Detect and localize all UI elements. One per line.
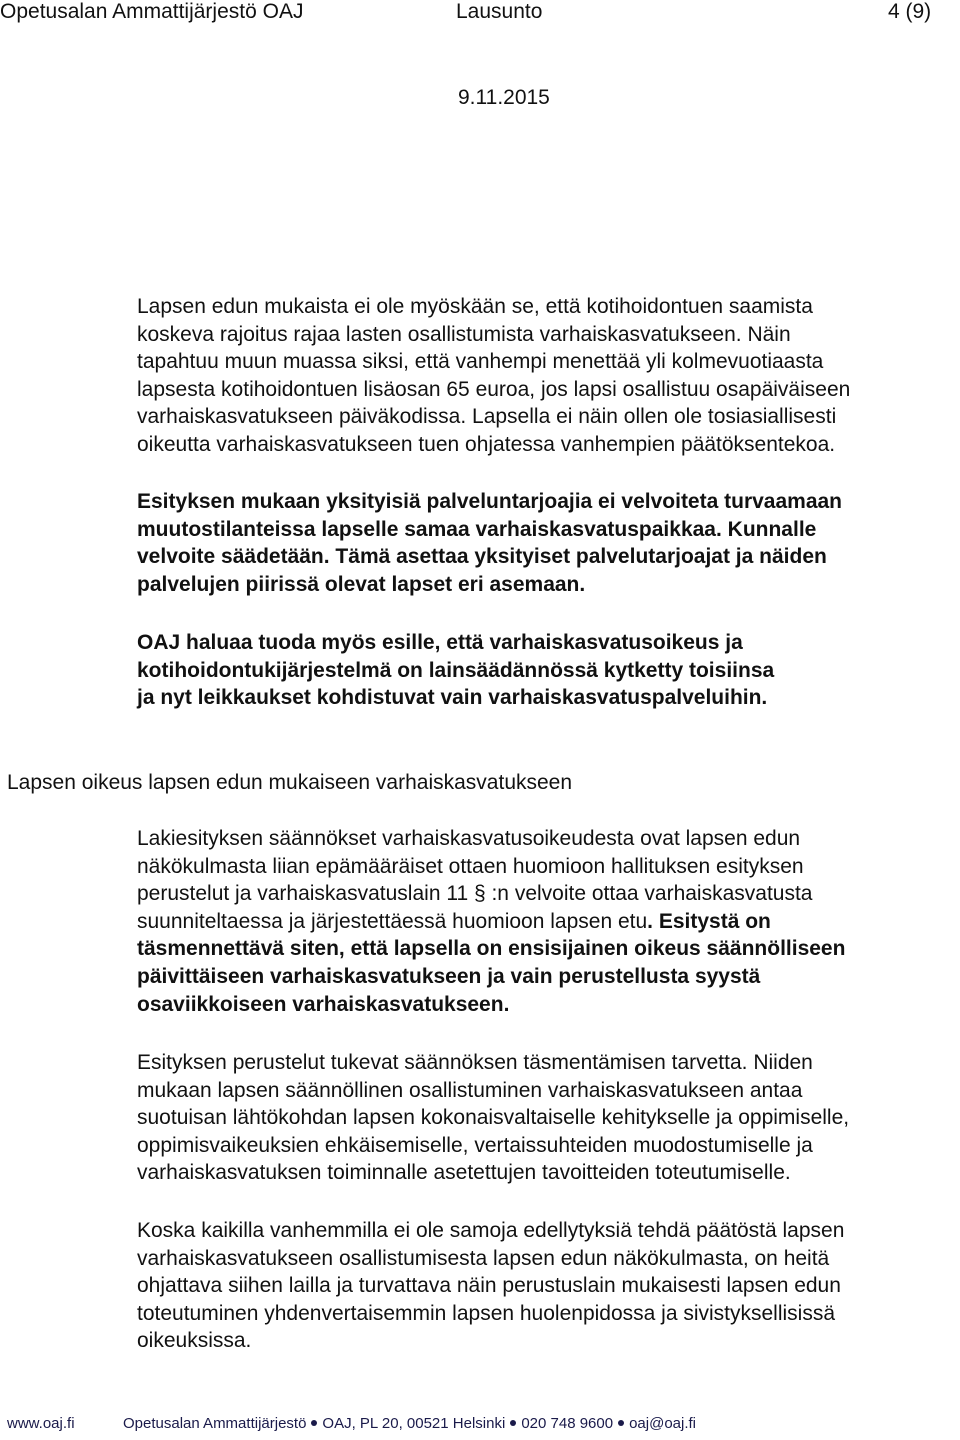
text-line (137, 963, 957, 991)
text-segment: kotihoidontukijärjestelmä on lainsäädännössä kytketty toisiinsa (137, 658, 775, 682)
text-segment: varhaiskasvatukseen osallistumisesta lapsen edun näkökulmasta, on heitä (137, 1246, 830, 1270)
text-segment: suunniteltaessa ja järjestettäessä huomioon lapsen etu (137, 909, 648, 933)
paragraph-lakiesitys (137, 825, 957, 1018)
text-line (137, 376, 957, 404)
text-segment: mukaan lapsen säännöllinen osallistuminen varhaiskasvatukseen antaa (137, 1078, 803, 1102)
text-segment: ohjattava siihen lailla ja turvattava näin perustuslain mukaisesti lapsen edun (137, 1274, 841, 1298)
text-line (137, 403, 957, 431)
page-footer (7, 1415, 696, 1433)
header-document-type: Lausunto (456, 0, 543, 23)
text-segment: Esityksen mukaan yksityisiä palveluntarjoajia ei velvoiteta turvaamaan (137, 490, 843, 513)
text-segment: palvelujen piirissä olevat lapset eri asemaan. (137, 572, 586, 596)
text-line (137, 853, 957, 881)
footer-address: OAJ, PL 20, 00521 Helsinki (322, 1415, 506, 1432)
text-line (137, 1159, 957, 1187)
text-segment: Koska kaikilla vanhemmilla ei ole samoja edellytyksiä tehdä päätöstä lapsen (137, 1219, 845, 1242)
text-segment: perustelut ja varhaiskasvatuslain 11 § :n velvoite ottaa varhaiskasvatusta (137, 882, 813, 906)
text-line (137, 293, 957, 321)
text-line (137, 880, 957, 908)
text-line (137, 1245, 957, 1273)
text-line (137, 1104, 957, 1132)
text-line (137, 488, 957, 516)
text-segment: oikeuksissa. (137, 1329, 252, 1353)
text-line (137, 321, 957, 349)
text-line (137, 1049, 957, 1077)
text-line (137, 825, 957, 853)
text-segment: . Esitystä on (647, 909, 771, 933)
text-segment: täsmennettävä siten, että lapsella on ensisijainen oikeus säännölliseen (137, 937, 846, 961)
section-heading: Lapsen oikeus lapsen edun mukaiseen varhaiskasvatukseen (7, 771, 573, 794)
text-segment: lapsesta kotihoidontuen lisäosan 65 euroa, jos lapsi osallistuu osapäiväiseen (137, 377, 851, 401)
bullet-separator-icon (311, 1420, 317, 1426)
text-segment: varhaiskasvatukseen päiväkodissa. Lapsella ei näin ollen ole tosiasiallisesti (137, 405, 837, 429)
text-segment: tapahtuu muun muassa siksi, että vanhempi menettää yli kolmevuotiaasta (137, 350, 824, 374)
text-line (137, 684, 957, 712)
text-line (137, 657, 957, 685)
text-line (137, 1300, 957, 1328)
text-segment: oikeutta varhaiskasvatukseen tuen ohjatessa vanhempien päätöksentekoa. (137, 432, 836, 456)
text-segment: osaviikkoiseen varhaiskasvatukseen. (137, 992, 510, 1016)
text-line (137, 1217, 957, 1245)
text-line (137, 935, 957, 963)
text-segment: muutostilanteissa lapselle samaa varhaiskasvatuspaikkaa. Kunnalle (137, 517, 817, 541)
paragraph-vanhemmat (137, 1217, 957, 1355)
text-line (137, 991, 957, 1019)
paragraph-perustelut (137, 1049, 957, 1187)
bullet-separator-icon (510, 1420, 516, 1426)
text-segment: päivittäiseen varhaiskasvatukseen ja vain perustellusta syystä (137, 964, 761, 988)
paragraph-yksityiset-palveluntarjoajat (137, 488, 957, 598)
footer-phone: 020 748 9600 (521, 1415, 614, 1432)
text-segment: velvoite säädetään. Tämä asettaa yksityiset palvelutarjoajat ja näiden (137, 545, 827, 569)
text-segment: Lapsen edun mukaista ei ole myöskään se, että kotihoidontuen saamista (137, 295, 813, 318)
text-line (137, 629, 957, 657)
header-organization: Opetusalan Ammattijärjestö OAJ (0, 0, 304, 23)
text-segment: koskeva rajoitus rajaa lasten osallistumista varhaiskasvatukseen. Näin (137, 322, 791, 346)
text-segment: Esityksen perustelut tukevat säännöksen täsmentämisen tarvetta. Niiden (137, 1051, 813, 1074)
text-line (137, 908, 957, 936)
text-line (137, 1272, 957, 1300)
text-line (137, 1327, 957, 1355)
text-segment: varhaiskasvatuksen toiminnalle asetettujen tavoitteiden toteutumiselle. (137, 1161, 791, 1185)
text-line (137, 516, 957, 544)
header-date: 9.11.2015 (458, 86, 550, 109)
footer-email-link[interactable]: oaj@oaj.fi (629, 1415, 697, 1432)
footer-website-link[interactable]: www.oaj.fi (7, 1415, 75, 1432)
text-line (137, 571, 957, 599)
text-line (137, 1077, 957, 1105)
text-segment: oppimisvaikeuksien ehkäisemiselle, vertaissuhteiden muodostumiselle ja (137, 1133, 813, 1157)
bullet-separator-icon (618, 1420, 624, 1426)
header-page-number: 4 (9) (888, 0, 932, 23)
text-segment: suotuisan lähtökohdan lapsen kokonaisvaltaiselle kehitykselle ja oppimiselle, (137, 1106, 850, 1130)
footer-organization: Opetusalan Ammattijärjestö (123, 1415, 307, 1432)
text-line (137, 431, 957, 459)
text-line (137, 543, 957, 571)
text-segment: OAJ haluaa tuoda myös esille, että varhaiskasvatusoikeus ja (137, 631, 743, 654)
text-line (137, 348, 957, 376)
paragraph-kotihoidontuki (137, 293, 957, 459)
text-segment: ja nyt leikkaukset kohdistuvat vain varhaiskasvatuspalveluihin. (137, 686, 768, 710)
text-segment: toteutuminen yhdenvertaisemmin lapsen huolenpidossa ja sivistyksellisissä (137, 1301, 836, 1325)
text-line (137, 1132, 957, 1160)
text-segment: Lakiesityksen säännökset varhaiskasvatusoikeudesta ovat lapsen edun (137, 827, 801, 850)
paragraph-oaj-kanta (137, 629, 957, 712)
text-segment: näkökulmasta liian epämääräiset ottaen huomioon hallituksen esityksen (137, 854, 804, 878)
